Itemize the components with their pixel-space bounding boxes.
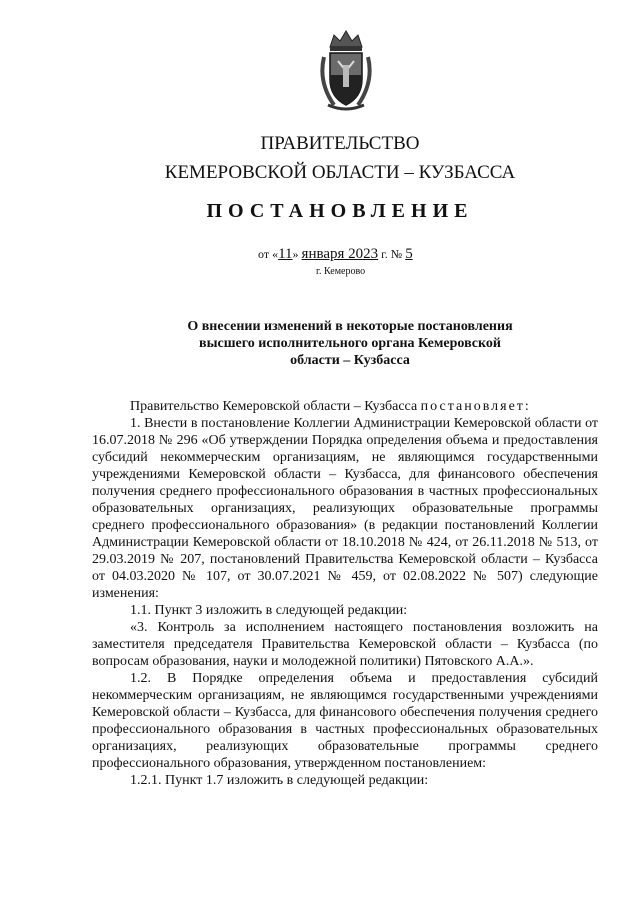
date-day: 11: [278, 246, 293, 262]
date-number-line: [258, 246, 413, 263]
government-name-line2: КЕМЕРОВСКОЙ ОБЛАСТИ – КУЗБАССА: [164, 162, 516, 183]
number-prefix: №: [390, 247, 403, 261]
intro-text: Правительство Кемеровской области – Кузбасса: [130, 399, 421, 414]
paragraph-1-2: 1.2. В Порядке определения объема и предоставления субсидий некоммерческим организациям, не являющимся государственными учреждениями Кемеровской области – Кузбасса, для финансового обеспечения получения среднего профессионального образования в частных профессиональных образовательных организациях, реализующих образовательные программы среднего профессионального образования, утвержденном постановлением:: [92, 671, 598, 771]
paragraph-1-1: 1.1. Пункт 3 изложить в следующей редакции:: [130, 603, 408, 618]
document-number: 5: [405, 246, 413, 262]
government-name-line1: ПРАВИТЕЛЬСТВО: [260, 133, 420, 154]
document-subject: [140, 318, 560, 369]
paragraph-1: 1. Внести в постановление Коллегии Администрации Кемеровской области от 16.07.2018 № 296 «Об утверждении Порядка определения объема и предоставления субсидий некоммерческим организациям, не являющимся государственными учреждениями Кемеровской области – Кузбасса, для финансового обеспечения получения среднего профессионального образования в частных профессиональных образовательных организациях, реализующих образовательные программы среднего профессионального образования» (в редакции постановлений Коллегии Администрации Кемеровской области от 18.10.2018 № 424, от 26.11.2018 № 513, от 29.03.2019 № 207, постановлений Правительства Кемеровской области – Кузбасса от 04.03.2020 № 107, от 30.07.2021 № 459, от 02.08.2022 № 507) следующие изменения:: [92, 416, 598, 601]
document-type-title: ПОСТАНОВЛЕНИЕ: [206, 200, 474, 222]
intro-decree-word: постановляет:: [420, 399, 531, 414]
subject-line2: высшего исполнительного органа Кемеровской: [199, 336, 501, 351]
date-suffix: г.: [381, 247, 388, 261]
paragraph-1-2-1: 1.2.1. Пункт 1.7 изложить в следующей редакции:: [130, 773, 429, 788]
subject-line1: О внесении изменений в некоторые постановления: [187, 319, 513, 334]
city-label: г. Кемерово: [316, 266, 366, 277]
paragraph-quote-3: «3. Контроль за исполнением настоящего постановления возложить на заместителя председателя Правительства Кемеровской области – Кузбасса (по вопросам образования, науки и молодежной политики) Пятовского А.А.».: [92, 620, 598, 669]
date-prefix: от «: [258, 247, 279, 261]
subject-line3: области – Кузбасса: [290, 353, 410, 368]
coat-of-arms-emblem: [316, 27, 376, 113]
date-mid: »: [292, 247, 299, 261]
document-body: [92, 398, 598, 789]
intro-paragraph: [92, 398, 598, 415]
date-month-year: января 2023: [301, 246, 379, 262]
